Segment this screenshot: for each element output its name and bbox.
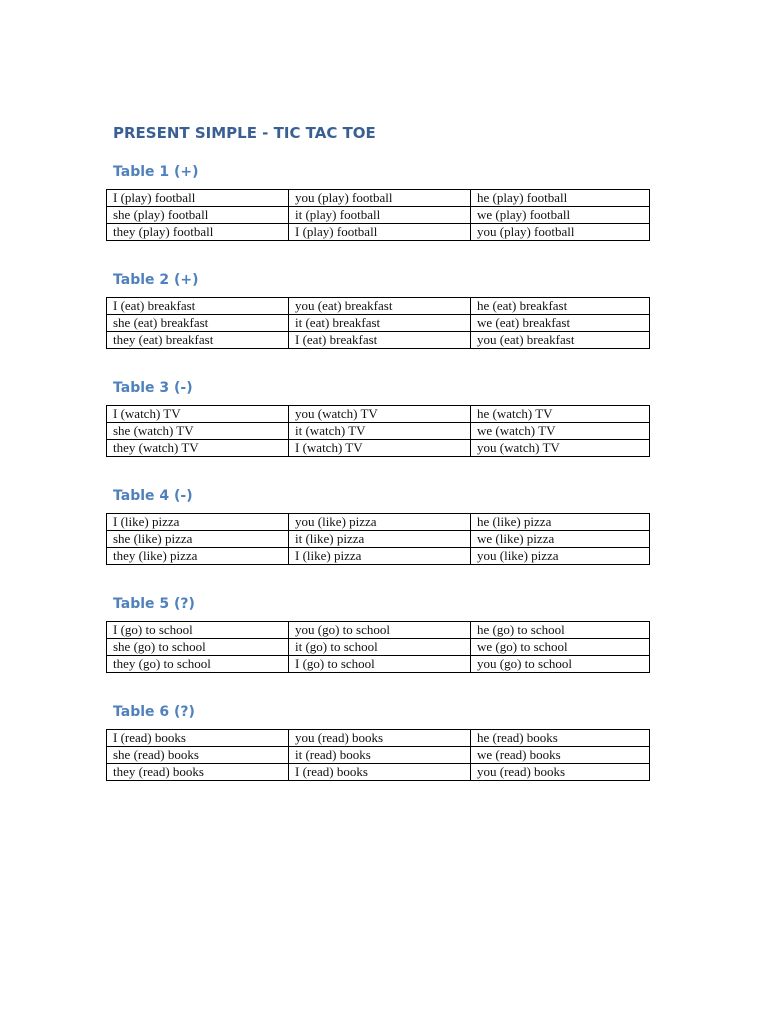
table-row (107, 224, 650, 241)
table-cell: he (watch) TV (471, 406, 650, 423)
table-cell: it (like) pizza (289, 531, 471, 548)
table-cell: I (go) to school (107, 622, 289, 639)
table-row (107, 639, 650, 656)
table-cell: I (read) books (107, 730, 289, 747)
table-cell: it (read) books (289, 747, 471, 764)
table-cell: I (watch) TV (289, 440, 471, 457)
table-cell: you (like) pizza (289, 514, 471, 531)
table-row (107, 315, 650, 332)
tic-tac-toe-table (106, 729, 650, 781)
table-cell: she (read) books (107, 747, 289, 764)
page-title: PRESENT SIMPLE - TIC TAC TOE (113, 124, 376, 142)
table-cell: he (eat) breakfast (471, 298, 650, 315)
table-row (107, 514, 650, 531)
section-heading: Table 4 (-) (113, 488, 193, 504)
table-cell: she (watch) TV (107, 423, 289, 440)
table-cell: we (eat) breakfast (471, 315, 650, 332)
table-row (107, 531, 650, 548)
table-cell: we (like) pizza (471, 531, 650, 548)
table-cell: you (watch) TV (289, 406, 471, 423)
table-row (107, 298, 650, 315)
table-row (107, 440, 650, 457)
table-cell: you (like) pizza (471, 548, 650, 565)
table-cell: she (eat) breakfast (107, 315, 289, 332)
table-cell: they (eat) breakfast (107, 332, 289, 349)
table-row (107, 764, 650, 781)
table-section-2 (106, 270, 649, 349)
table-cell: I (play) football (107, 190, 289, 207)
table-cell: I (watch) TV (107, 406, 289, 423)
table-cell: they (play) football (107, 224, 289, 241)
table-row (107, 656, 650, 673)
table-cell: I (go) to school (289, 656, 471, 673)
table-section-6 (106, 702, 649, 781)
table-cell: it (go) to school (289, 639, 471, 656)
table-cell: you (go) to school (471, 656, 650, 673)
table-row (107, 548, 650, 565)
table-cell: she (go) to school (107, 639, 289, 656)
section-heading: Table 1 (+) (113, 164, 199, 180)
section-heading: Table 3 (-) (113, 380, 193, 396)
table-row (107, 747, 650, 764)
table-row (107, 190, 650, 207)
table-cell: he (read) books (471, 730, 650, 747)
table-cell: we (play) football (471, 207, 650, 224)
section-heading: Table 6 (?) (113, 704, 195, 720)
table-cell: I (eat) breakfast (107, 298, 289, 315)
table-cell: we (go) to school (471, 639, 650, 656)
table-cell: he (play) football (471, 190, 650, 207)
table-row (107, 622, 650, 639)
table-section-5 (106, 594, 649, 673)
section-heading: Table 2 (+) (113, 272, 199, 288)
tic-tac-toe-table (106, 189, 650, 241)
tic-tac-toe-table (106, 621, 650, 673)
table-cell: you (read) books (471, 764, 650, 781)
table-row (107, 406, 650, 423)
table-cell: you (play) football (289, 190, 471, 207)
table-cell: it (eat) breakfast (289, 315, 471, 332)
table-cell: she (like) pizza (107, 531, 289, 548)
tic-tac-toe-table (106, 405, 650, 457)
table-section-1 (106, 162, 649, 241)
table-row (107, 207, 650, 224)
table-cell: you (eat) breakfast (471, 332, 650, 349)
table-cell: you (watch) TV (471, 440, 650, 457)
table-row (107, 423, 650, 440)
table-cell: I (eat) breakfast (289, 332, 471, 349)
tic-tac-toe-table (106, 297, 650, 349)
table-cell: I (play) football (289, 224, 471, 241)
table-cell: we (read) books (471, 747, 650, 764)
tic-tac-toe-table (106, 513, 650, 565)
table-cell: I (like) pizza (289, 548, 471, 565)
table-cell: she (play) football (107, 207, 289, 224)
table-cell: they (watch) TV (107, 440, 289, 457)
table-cell: they (read) books (107, 764, 289, 781)
table-cell: you (eat) breakfast (289, 298, 471, 315)
table-cell: he (like) pizza (471, 514, 650, 531)
table-cell: it (watch) TV (289, 423, 471, 440)
table-row (107, 730, 650, 747)
table-cell: you (read) books (289, 730, 471, 747)
table-cell: we (watch) TV (471, 423, 650, 440)
table-cell: I (read) books (289, 764, 471, 781)
table-section-4 (106, 486, 649, 565)
section-heading: Table 5 (?) (113, 596, 195, 612)
table-cell: they (go) to school (107, 656, 289, 673)
table-cell: you (play) football (471, 224, 650, 241)
table-cell: he (go) to school (471, 622, 650, 639)
table-cell: it (play) football (289, 207, 471, 224)
table-cell: you (go) to school (289, 622, 471, 639)
table-cell: I (like) pizza (107, 514, 289, 531)
table-cell: they (like) pizza (107, 548, 289, 565)
table-row (107, 332, 650, 349)
table-section-3 (106, 378, 649, 457)
